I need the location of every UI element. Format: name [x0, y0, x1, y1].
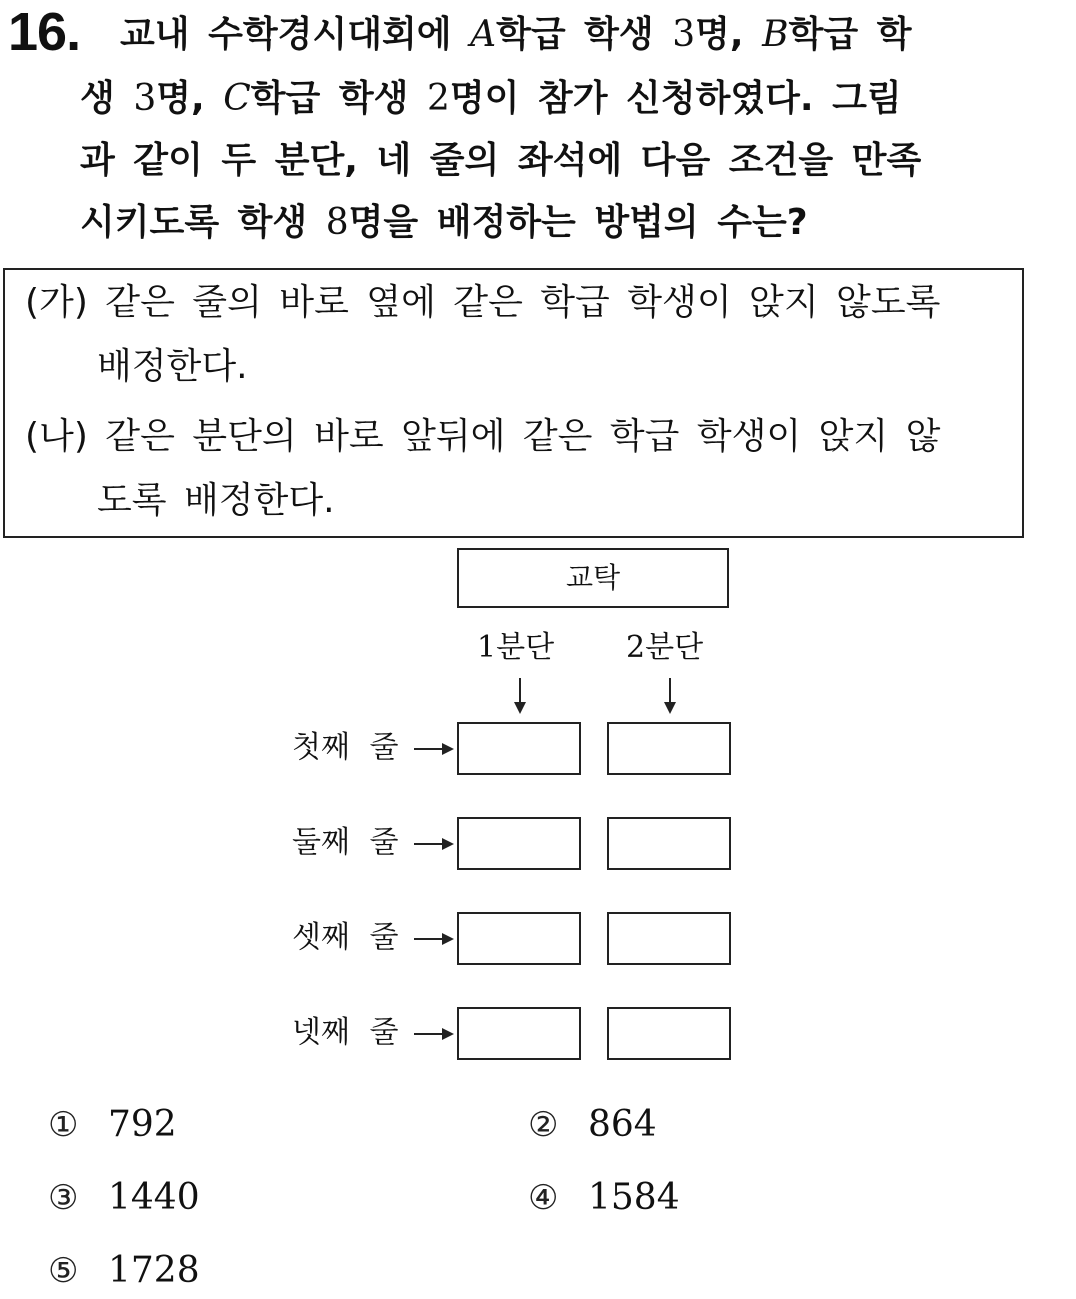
question-line-4	[80, 194, 808, 252]
question-line-3	[80, 132, 921, 190]
row-3-arrow	[414, 938, 452, 940]
question-text-segment: B	[762, 14, 789, 55]
question-text-segment: 8	[325, 202, 349, 243]
question-text-segment: 시키도록 학생	[80, 202, 326, 243]
seat-row1-col2	[607, 722, 731, 775]
condition-box	[3, 268, 1024, 538]
row-4-arrow	[414, 1033, 452, 1035]
answer-choice-4[interactable]	[528, 1176, 680, 1220]
seat-row3-col1	[457, 912, 581, 965]
choice-5-mark: ⑤	[48, 1251, 79, 1291]
choice-3-mark: ③	[48, 1178, 79, 1218]
question-text-segment: 학급 학생	[250, 78, 427, 119]
row-2-arrow	[414, 843, 452, 845]
choice-2-mark: ②	[528, 1105, 559, 1145]
column-1-arrow	[519, 678, 521, 712]
question-text-segment: 명,	[695, 14, 763, 55]
question-line-1	[120, 6, 911, 64]
answer-choice-5[interactable]	[48, 1249, 200, 1293]
question-text-segment: 명이 참가 신청하였다. 그림	[449, 78, 902, 119]
column-label-1	[477, 628, 554, 668]
seat-row2-col2	[607, 817, 731, 870]
question-text-segment: 명을 배정하는 방법의 수는?	[348, 202, 808, 243]
answer-choice-1[interactable]	[48, 1103, 177, 1147]
question-text-segment: 학급 학	[788, 14, 912, 55]
column-label-1-number: 1	[477, 630, 497, 665]
seat-row1-col1	[457, 722, 581, 775]
choice-3-value: 1440	[108, 1177, 200, 1218]
column-label-1-text: 분단	[496, 630, 555, 665]
question-line-2	[80, 70, 902, 128]
column-label-2-text: 분단	[645, 630, 704, 665]
row-label-1: 첫째 줄	[292, 730, 399, 765]
column-label-2	[626, 628, 703, 668]
podium-box: 교탁	[457, 548, 729, 608]
row-label-4: 넷째 줄	[292, 1015, 399, 1050]
condition-ga-line-1: (가) 같은 줄의 바로 옆에 같은 학급 학생이 앉지 않도록	[25, 282, 941, 323]
question-number: 16.	[8, 2, 81, 62]
choice-1-mark: ①	[48, 1105, 79, 1145]
question-text-segment: 명,	[156, 78, 224, 119]
question-text-segment: 2	[426, 78, 450, 119]
choice-4-mark: ④	[528, 1178, 559, 1218]
choice-1-value: 792	[108, 1104, 177, 1145]
question-text-segment: 생	[80, 78, 134, 119]
seat-row4-col2	[607, 1007, 731, 1060]
question-text-segment: 3	[133, 78, 157, 119]
condition-ga-line-2: 배정한다.	[97, 346, 248, 387]
row-label-2: 둘째 줄	[292, 825, 399, 860]
choice-2-value: 864	[588, 1104, 657, 1145]
seat-row4-col1	[457, 1007, 581, 1060]
column-2-arrow	[669, 678, 671, 712]
question-text-segment: 3	[672, 14, 696, 55]
question-text-segment: 과 같이 두 분단, 네 줄의 좌석에 다음 조건을 만족	[80, 140, 922, 181]
question-text-segment: 교내 수학경시대회에	[120, 14, 471, 55]
question-text-segment: 학급 학생	[496, 14, 673, 55]
row-label-3: 셋째 줄	[292, 920, 399, 955]
condition-na-line-1: (나) 같은 분단의 바로 앞뒤에 같은 학급 학생이 앉지 않	[25, 416, 941, 457]
seat-row2-col1	[457, 817, 581, 870]
question-text-segment: A	[470, 14, 497, 55]
row-1-arrow	[414, 748, 452, 750]
choice-4-value: 1584	[588, 1177, 680, 1218]
seat-row3-col2	[607, 912, 731, 965]
choice-5-value: 1728	[108, 1250, 200, 1291]
question-text-segment: C	[223, 78, 251, 119]
condition-na-line-2: 도록 배정한다.	[97, 480, 335, 521]
column-label-2-number: 2	[626, 630, 646, 665]
answer-choice-2[interactable]	[528, 1103, 657, 1147]
answer-choice-3[interactable]	[48, 1176, 200, 1220]
